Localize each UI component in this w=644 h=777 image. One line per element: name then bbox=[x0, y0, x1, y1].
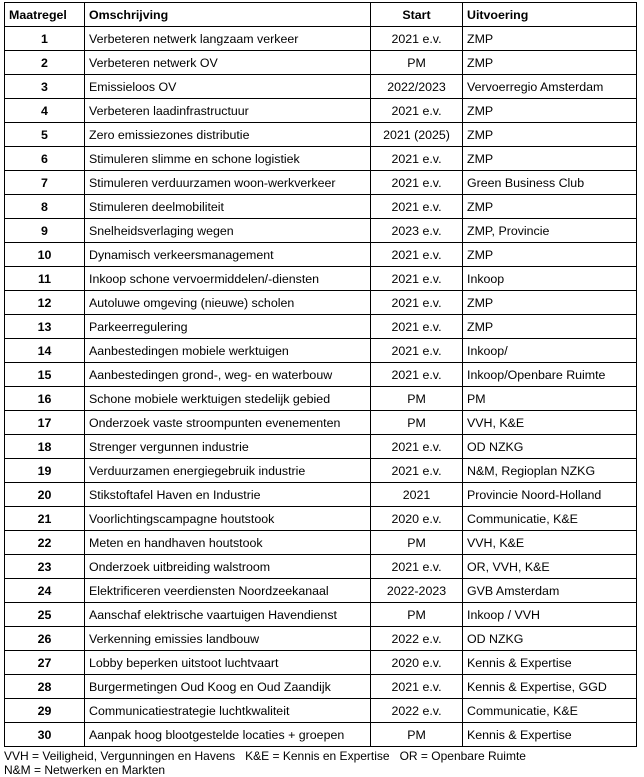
table-row bbox=[5, 315, 637, 339]
cell-uitvoering: Inkoop/ bbox=[463, 339, 637, 363]
table-row bbox=[5, 171, 637, 195]
document bbox=[4, 2, 640, 777]
cell-maatregel: 17 bbox=[5, 411, 85, 435]
cell-uitvoering: GVB Amsterdam bbox=[463, 579, 637, 603]
cell-maatregel: 25 bbox=[5, 603, 85, 627]
cell-start: 2022/2023 bbox=[371, 75, 463, 99]
maatregelen-table bbox=[4, 2, 637, 747]
cell-uitvoering: Provincie Noord-Holland bbox=[463, 483, 637, 507]
table-row bbox=[5, 435, 637, 459]
cell-omschrijving: Stikstoftafel Haven en Industrie bbox=[85, 483, 371, 507]
cell-omschrijving: Verkenning emissies landbouw bbox=[85, 627, 371, 651]
table-row bbox=[5, 651, 637, 675]
cell-uitvoering: Kennis & Expertise bbox=[463, 651, 637, 675]
table-row bbox=[5, 267, 637, 291]
cell-start: PM bbox=[371, 411, 463, 435]
cell-maatregel: 4 bbox=[5, 99, 85, 123]
table-row bbox=[5, 147, 637, 171]
cell-start: 2021 (2025) bbox=[371, 123, 463, 147]
header-start: Start bbox=[371, 3, 463, 27]
table-row bbox=[5, 555, 637, 579]
cell-uitvoering: Vervoerregio Amsterdam bbox=[463, 75, 637, 99]
table-row bbox=[5, 483, 637, 507]
cell-omschrijving: Parkeerregulering bbox=[85, 315, 371, 339]
legend-line-1: VVH = Veiligheid, Vergunningen en Havens K&E = Kennis en Expertise OR = Openbare Ruimte bbox=[4, 749, 526, 763]
cell-omschrijving: Aanschaf elektrische vaartuigen Havendienst bbox=[85, 603, 371, 627]
cell-start: 2021 e.v. bbox=[371, 555, 463, 579]
table-row bbox=[5, 219, 637, 243]
legend-line-2: N&M = Netwerken en Markten bbox=[4, 763, 166, 777]
cell-maatregel: 23 bbox=[5, 555, 85, 579]
cell-uitvoering: Communicatie, K&E bbox=[463, 507, 637, 531]
cell-maatregel: 8 bbox=[5, 195, 85, 219]
cell-uitvoering: ZMP bbox=[463, 99, 637, 123]
cell-maatregel: 28 bbox=[5, 675, 85, 699]
cell-start: 2021 e.v. bbox=[371, 363, 463, 387]
table-header-row bbox=[5, 3, 637, 27]
cell-uitvoering: ZMP bbox=[463, 195, 637, 219]
cell-omschrijving: Meten en handhaven houtstook bbox=[85, 531, 371, 555]
cell-uitvoering: Communicatie, K&E bbox=[463, 699, 637, 723]
cell-start: 2023 e.v. bbox=[371, 219, 463, 243]
cell-uitvoering: VVH, K&E bbox=[463, 411, 637, 435]
cell-maatregel: 14 bbox=[5, 339, 85, 363]
table-row bbox=[5, 459, 637, 483]
cell-start: 2022-2023 bbox=[371, 579, 463, 603]
table-row bbox=[5, 75, 637, 99]
table-row bbox=[5, 723, 637, 747]
cell-uitvoering: ZMP bbox=[463, 27, 637, 51]
cell-uitvoering: OD NZKG bbox=[463, 435, 637, 459]
cell-start: PM bbox=[371, 51, 463, 75]
cell-omschrijving: Autoluwe omgeving (nieuwe) scholen bbox=[85, 291, 371, 315]
cell-omschrijving: Voorlichtingscampagne houtstook bbox=[85, 507, 371, 531]
cell-maatregel: 12 bbox=[5, 291, 85, 315]
cell-omschrijving: Burgermetingen Oud Koog en Oud Zaandijk bbox=[85, 675, 371, 699]
cell-start: 2021 e.v. bbox=[371, 435, 463, 459]
cell-start: 2021 e.v. bbox=[371, 147, 463, 171]
cell-uitvoering: VVH, K&E bbox=[463, 531, 637, 555]
cell-start: 2020 e.v. bbox=[371, 651, 463, 675]
table-row bbox=[5, 363, 637, 387]
cell-maatregel: 10 bbox=[5, 243, 85, 267]
cell-omschrijving: Snelheidsverlaging wegen bbox=[85, 219, 371, 243]
cell-omschrijving: Stimuleren verduurzamen woon-werkverkeer bbox=[85, 171, 371, 195]
cell-start: 2021 bbox=[371, 483, 463, 507]
cell-omschrijving: Onderzoek vaste stroompunten evenementen bbox=[85, 411, 371, 435]
cell-start: 2021 e.v. bbox=[371, 339, 463, 363]
cell-maatregel: 18 bbox=[5, 435, 85, 459]
cell-omschrijving: Strenger vergunnen industrie bbox=[85, 435, 371, 459]
cell-maatregel: 13 bbox=[5, 315, 85, 339]
cell-start: 2021 e.v. bbox=[371, 99, 463, 123]
cell-omschrijving: Lobby beperken uitstoot luchtvaart bbox=[85, 651, 371, 675]
table-row bbox=[5, 411, 637, 435]
cell-start: 2021 e.v. bbox=[371, 267, 463, 291]
cell-start: 2021 e.v. bbox=[371, 171, 463, 195]
cell-uitvoering: Inkoop/Openbare Ruimte bbox=[463, 363, 637, 387]
cell-uitvoering: ZMP, Provincie bbox=[463, 219, 637, 243]
cell-maatregel: 9 bbox=[5, 219, 85, 243]
table-row bbox=[5, 99, 637, 123]
cell-omschrijving: Elektrificeren veerdiensten Noordzeekanaal bbox=[85, 579, 371, 603]
cell-maatregel: 20 bbox=[5, 483, 85, 507]
cell-uitvoering: OR, VVH, K&E bbox=[463, 555, 637, 579]
cell-omschrijving: Verduurzamen energiegebruik industrie bbox=[85, 459, 371, 483]
cell-start: 2022 e.v. bbox=[371, 699, 463, 723]
cell-uitvoering: ZMP bbox=[463, 123, 637, 147]
cell-omschrijving: Zero emissiezones distributie bbox=[85, 123, 371, 147]
table-row bbox=[5, 675, 637, 699]
header-omschrijving: Omschrijving bbox=[85, 3, 371, 27]
cell-start: 2021 e.v. bbox=[371, 675, 463, 699]
cell-maatregel: 2 bbox=[5, 51, 85, 75]
cell-maatregel: 6 bbox=[5, 147, 85, 171]
cell-start: PM bbox=[371, 723, 463, 747]
cell-start: PM bbox=[371, 603, 463, 627]
cell-maatregel: 24 bbox=[5, 579, 85, 603]
table-row bbox=[5, 27, 637, 51]
cell-start: 2021 e.v. bbox=[371, 195, 463, 219]
cell-omschrijving: Schone mobiele werktuigen stedelijk gebied bbox=[85, 387, 371, 411]
cell-start: PM bbox=[371, 387, 463, 411]
cell-uitvoering: ZMP bbox=[463, 315, 637, 339]
cell-maatregel: 11 bbox=[5, 267, 85, 291]
table-row bbox=[5, 243, 637, 267]
cell-omschrijving: Aanbestedingen grond-, weg- en waterbouw bbox=[85, 363, 371, 387]
cell-omschrijving: Verbeteren laadinfrastructuur bbox=[85, 99, 371, 123]
table-row bbox=[5, 123, 637, 147]
cell-maatregel: 1 bbox=[5, 27, 85, 51]
cell-start: PM bbox=[371, 531, 463, 555]
table-row bbox=[5, 699, 637, 723]
table-row bbox=[5, 627, 637, 651]
cell-omschrijving: Emissieloos OV bbox=[85, 75, 371, 99]
table-row bbox=[5, 507, 637, 531]
cell-maatregel: 3 bbox=[5, 75, 85, 99]
cell-maatregel: 21 bbox=[5, 507, 85, 531]
cell-maatregel: 5 bbox=[5, 123, 85, 147]
table-row bbox=[5, 531, 637, 555]
cell-uitvoering: Inkoop bbox=[463, 267, 637, 291]
cell-uitvoering: PM bbox=[463, 387, 637, 411]
cell-omschrijving: Dynamisch verkeersmanagement bbox=[85, 243, 371, 267]
cell-omschrijving: Verbeteren netwerk OV bbox=[85, 51, 371, 75]
header-uitvoering: Uitvoering bbox=[463, 3, 637, 27]
table-row bbox=[5, 291, 637, 315]
cell-maatregel: 7 bbox=[5, 171, 85, 195]
cell-uitvoering: Kennis & Expertise bbox=[463, 723, 637, 747]
cell-omschrijving: Verbeteren netwerk langzaam verkeer bbox=[85, 27, 371, 51]
cell-maatregel: 26 bbox=[5, 627, 85, 651]
cell-uitvoering: ZMP bbox=[463, 51, 637, 75]
cell-uitvoering: N&M, Regioplan NZKG bbox=[463, 459, 637, 483]
cell-omschrijving: Aanbestedingen mobiele werktuigen bbox=[85, 339, 371, 363]
cell-start: 2021 e.v. bbox=[371, 27, 463, 51]
table-row bbox=[5, 195, 637, 219]
cell-omschrijving: Aanpak hoog blootgestelde locaties + groepen bbox=[85, 723, 371, 747]
cell-uitvoering: Inkoop / VVH bbox=[463, 603, 637, 627]
cell-maatregel: 27 bbox=[5, 651, 85, 675]
cell-uitvoering: ZMP bbox=[463, 291, 637, 315]
cell-start: 2021 e.v. bbox=[371, 315, 463, 339]
cell-maatregel: 22 bbox=[5, 531, 85, 555]
header-maatregel: Maatregel bbox=[5, 3, 85, 27]
cell-maatregel: 19 bbox=[5, 459, 85, 483]
cell-maatregel: 16 bbox=[5, 387, 85, 411]
cell-uitvoering: ZMP bbox=[463, 147, 637, 171]
cell-start: 2021 e.v. bbox=[371, 243, 463, 267]
cell-start: 2021 e.v. bbox=[371, 291, 463, 315]
cell-uitvoering: ZMP bbox=[463, 243, 637, 267]
cell-omschrijving: Stimuleren slimme en schone logistiek bbox=[85, 147, 371, 171]
legend bbox=[4, 749, 640, 777]
table-row bbox=[5, 579, 637, 603]
cell-start: 2020 e.v. bbox=[371, 507, 463, 531]
cell-start: 2022 e.v. bbox=[371, 627, 463, 651]
cell-maatregel: 29 bbox=[5, 699, 85, 723]
cell-maatregel: 15 bbox=[5, 363, 85, 387]
cell-omschrijving: Onderzoek uitbreiding walstroom bbox=[85, 555, 371, 579]
cell-omschrijving: Communicatiestrategie luchtkwaliteit bbox=[85, 699, 371, 723]
cell-start: 2021 e.v. bbox=[371, 459, 463, 483]
cell-omschrijving: Inkoop schone vervoermiddelen/-diensten bbox=[85, 267, 371, 291]
cell-uitvoering: Kennis & Expertise, GGD bbox=[463, 675, 637, 699]
cell-maatregel: 30 bbox=[5, 723, 85, 747]
cell-uitvoering: OD NZKG bbox=[463, 627, 637, 651]
cell-uitvoering: Green Business Club bbox=[463, 171, 637, 195]
table-row bbox=[5, 339, 637, 363]
table-row bbox=[5, 603, 637, 627]
table-row bbox=[5, 387, 637, 411]
table-row bbox=[5, 51, 637, 75]
cell-omschrijving: Stimuleren deelmobiliteit bbox=[85, 195, 371, 219]
table-body bbox=[5, 27, 637, 747]
